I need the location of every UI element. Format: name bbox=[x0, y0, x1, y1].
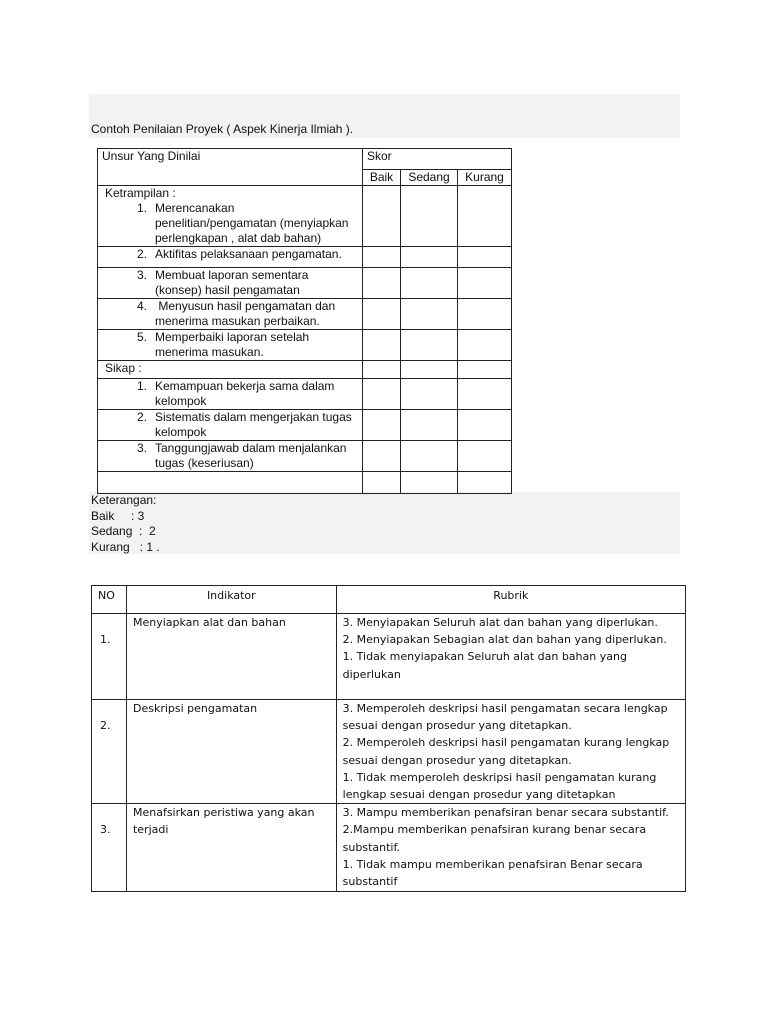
list-item bbox=[102, 330, 358, 360]
item-text: Tanggungjawab dalam menjalankan tugas (keseriusan) bbox=[155, 441, 347, 470]
keterangan bbox=[91, 493, 160, 555]
item-number: 3. bbox=[136, 268, 147, 282]
table-row bbox=[98, 410, 512, 441]
score-cell bbox=[458, 330, 512, 361]
item-number: 3. bbox=[136, 441, 147, 455]
score-cell bbox=[363, 361, 401, 379]
list-item bbox=[102, 379, 358, 409]
row-number: 3. bbox=[92, 804, 127, 892]
header-skor: Skor bbox=[363, 149, 512, 170]
score-cell bbox=[363, 472, 401, 494]
score-cell bbox=[458, 472, 512, 494]
rubrik-cell bbox=[336, 804, 685, 892]
section-label-sikap: Sikap : bbox=[98, 361, 363, 379]
score-cell bbox=[458, 268, 512, 299]
table-row bbox=[98, 247, 512, 268]
item-number: 5. bbox=[136, 330, 147, 344]
score-cell bbox=[401, 268, 458, 299]
item-text: Menyusun hasil pengamatan dan menerima masukan perbaikan. bbox=[155, 299, 339, 328]
score-cell bbox=[401, 379, 458, 410]
rubrik-cell bbox=[336, 700, 685, 804]
score-cell bbox=[363, 441, 401, 472]
score-cell bbox=[363, 268, 401, 299]
score-cell bbox=[458, 186, 512, 247]
score-cell bbox=[458, 441, 512, 472]
list-item bbox=[102, 441, 358, 471]
item-cell bbox=[98, 441, 363, 472]
score-cell bbox=[458, 410, 512, 441]
item-text: Aktifitas pelaksanaan pengamatan. bbox=[155, 247, 342, 261]
list-item bbox=[102, 247, 358, 262]
score-cell bbox=[401, 186, 458, 247]
keterangan-kurang: Kurang : 1 . bbox=[91, 539, 160, 554]
rubrik-line: 1. Tidak mampu memberikan penafsiran Benar secara substantif bbox=[342, 857, 643, 889]
rubrik-line: 1. Tidak memperoleh deskripsi hasil pengamatan kurang lengkap sesuai dengan prosedur yang ditetapkan bbox=[342, 770, 657, 802]
item-text: Sistematis dalam mengerjakan tugas kelompok bbox=[155, 410, 352, 439]
header-unsur: Unsur Yang Dinilai bbox=[98, 149, 363, 186]
list-item bbox=[102, 268, 358, 298]
page-title: Contoh Penilaian Proyek ( Aspek Kinerja Ilmiah ). bbox=[91, 122, 354, 136]
row-number: 1. bbox=[92, 614, 127, 700]
score-cell bbox=[401, 247, 458, 268]
score-cell bbox=[458, 361, 512, 379]
table-row bbox=[98, 361, 512, 379]
table-row bbox=[98, 330, 512, 361]
score-cell bbox=[363, 379, 401, 410]
table-row bbox=[98, 268, 512, 299]
item-cell bbox=[98, 330, 363, 361]
rubric-table bbox=[91, 585, 686, 892]
item-number: 2. bbox=[136, 410, 147, 424]
score-cell bbox=[363, 330, 401, 361]
rubrik-line: 2.Mampu memberikan penafsiran kurang benar secara substantif. bbox=[342, 823, 647, 854]
table-row bbox=[92, 804, 686, 892]
header-no: NO bbox=[92, 586, 127, 614]
table-row bbox=[98, 379, 512, 410]
score-cell bbox=[458, 299, 512, 330]
ketrampilan-cell bbox=[98, 186, 363, 247]
rubrik-line: 1. Tidak menyiapakan Seluruh alat dan bahan yang diperlukan bbox=[342, 650, 627, 681]
header-sedang: Sedang bbox=[401, 170, 458, 186]
row-number: 2. bbox=[92, 700, 127, 804]
assessment-table bbox=[97, 148, 512, 494]
header-indikator: Indikator bbox=[126, 586, 336, 614]
score-cell bbox=[401, 410, 458, 441]
table-header-row bbox=[98, 149, 512, 170]
list-item bbox=[102, 299, 358, 329]
item-text: Kemampuan bekerja sama dalam kelompok bbox=[155, 379, 335, 408]
table-row bbox=[92, 700, 686, 804]
item-text: Membuat laporan sementara (konsep) hasil pengamatan bbox=[155, 268, 309, 297]
item-number: 4. bbox=[136, 299, 147, 313]
score-cell bbox=[401, 472, 458, 494]
indikator-cell: Deskripsi pengamatan bbox=[126, 700, 336, 804]
table-row bbox=[98, 441, 512, 472]
header-rubrik: Rubrik bbox=[336, 586, 685, 614]
score-cell bbox=[401, 299, 458, 330]
rubrik-line: 2. Memperoleh deskripsi hasil pengamatan kurang lengkap sesuai dengan prosedur yang ditetapkan. bbox=[342, 736, 670, 767]
item-cell bbox=[98, 268, 363, 299]
item-number: 2. bbox=[136, 247, 147, 261]
score-cell bbox=[363, 410, 401, 441]
score-cell bbox=[458, 379, 512, 410]
score-cell bbox=[401, 361, 458, 379]
keterangan-band bbox=[89, 492, 680, 554]
score-cell bbox=[401, 441, 458, 472]
item-text: Merencanakan penelitian/pengamatan (menyiapkan perlengkapan , alat dab bahan) bbox=[155, 201, 349, 245]
item-text: Memperbaiki laporan setelah menerima masukan. bbox=[155, 330, 310, 359]
keterangan-sedang: Sedang : 2 bbox=[91, 524, 156, 538]
keterangan-label: Keterangan: bbox=[91, 493, 157, 507]
item-number: 1. bbox=[136, 201, 147, 215]
list-item bbox=[102, 410, 358, 440]
header-baik: Baik bbox=[363, 170, 401, 186]
section-label-ketrampilan: Ketrampilan : bbox=[105, 186, 176, 200]
rubric-header-row bbox=[92, 586, 686, 614]
item-cell bbox=[98, 299, 363, 330]
table-row bbox=[98, 186, 512, 247]
score-cell bbox=[363, 247, 401, 268]
item-cell bbox=[98, 410, 363, 441]
table-row bbox=[92, 614, 686, 700]
list-item bbox=[102, 201, 358, 246]
item-number: 1. bbox=[136, 379, 147, 393]
score-cell bbox=[363, 186, 401, 247]
rubrik-line: 3. Memperoleh deskripsi hasil pengamatan secara lengkap sesuai dengan prosedur yang ditetapkan. bbox=[342, 702, 668, 733]
table-row bbox=[98, 299, 512, 330]
rubrik-cell bbox=[336, 614, 685, 700]
empty-cell bbox=[98, 472, 363, 494]
item-cell bbox=[98, 379, 363, 410]
score-cell bbox=[401, 330, 458, 361]
item-cell bbox=[98, 247, 363, 268]
keterangan-baik: Baik : 3 bbox=[91, 508, 145, 523]
indikator-cell: Menafsirkan peristiwa yang akan terjadi bbox=[126, 804, 336, 892]
score-cell bbox=[458, 247, 512, 268]
table-row bbox=[98, 472, 512, 494]
header-kurang: Kurang bbox=[458, 170, 512, 186]
rubrik-line: 3. Mampu memberikan penafsiran benar secara substantif. bbox=[342, 806, 669, 820]
rubrik-line: 2. Menyiapakan Sebagian alat dan bahan yang diperlukan. bbox=[342, 633, 667, 647]
score-cell bbox=[363, 299, 401, 330]
rubrik-line: 3. Menyiapakan Seluruh alat dan bahan yang diperlukan. bbox=[342, 616, 658, 629]
indikator-cell: Menyiapkan alat dan bahan bbox=[126, 614, 336, 700]
